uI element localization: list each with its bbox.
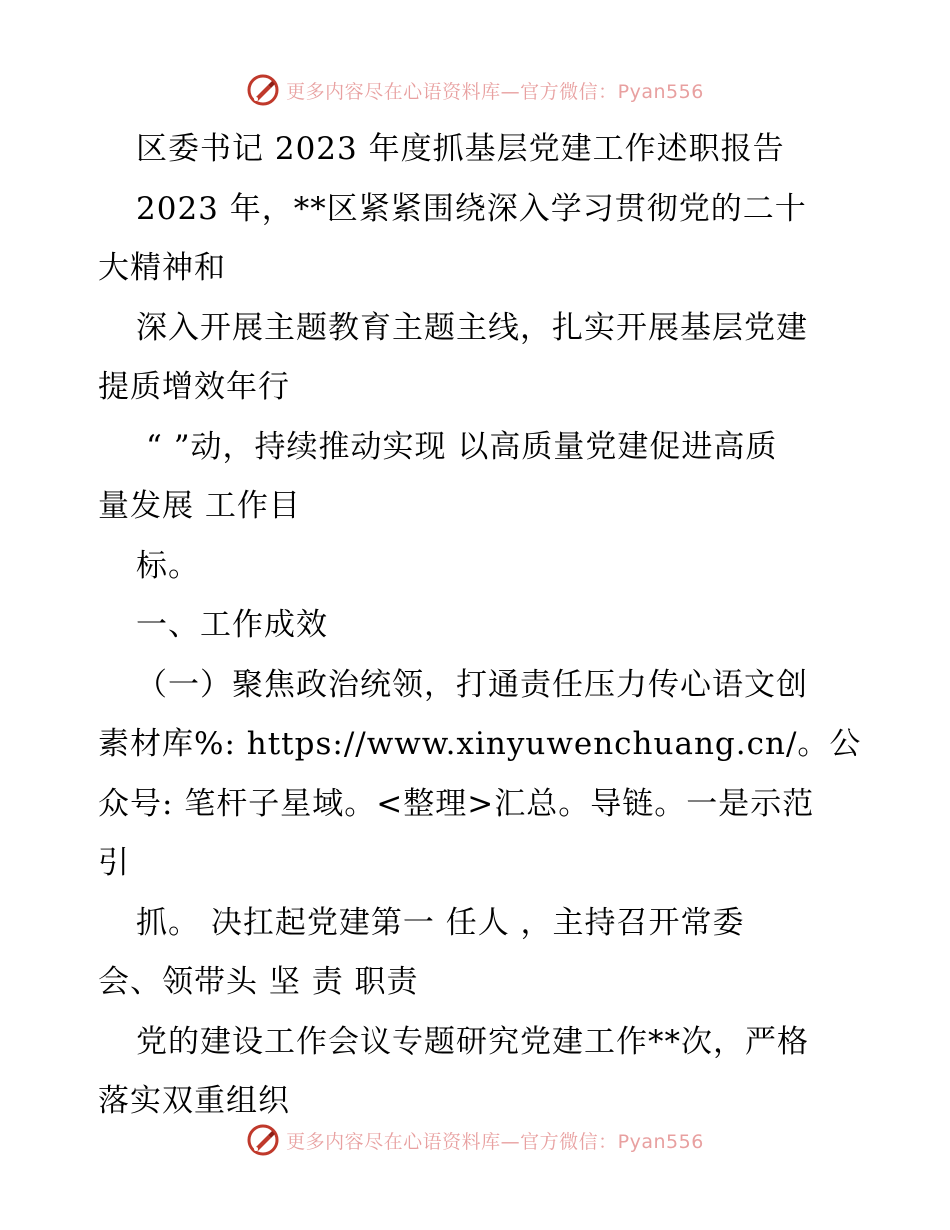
pen-logo-icon xyxy=(246,73,280,107)
footer-banner-inner xyxy=(246,1123,704,1157)
header-banner xyxy=(0,70,950,110)
paragraph-line: 素材库%: https://www.xinyuwenchuang.cn/。公 xyxy=(98,726,862,762)
paragraph-line: 量发展 工作目 xyxy=(98,488,301,524)
paragraph-line: 提质增效年行 xyxy=(98,369,290,405)
paragraph-line: 会、领带头 坚 责 职责 xyxy=(98,964,419,1000)
paragraph-line: 引 xyxy=(98,845,130,881)
paragraph-line: 大精神和 xyxy=(98,250,226,286)
paragraph-line: 2023 年，**区紧紧围绕深入学习贯彻党的二十 xyxy=(136,190,807,227)
footer-banner-text: 更多内容尽在心语资料库—官方微信：Pyan556 xyxy=(286,1130,704,1153)
document-title: 区委书记 2023 年度抓基层党建工作述职报告 xyxy=(136,131,785,167)
paragraph-line: 标。 xyxy=(136,547,200,584)
paragraph-line: 落实双重组织 xyxy=(98,1083,290,1119)
paragraph-line: “ ”动，持续推动实现 以高质量党建促进高质 xyxy=(146,428,778,465)
footer-banner xyxy=(0,1120,950,1160)
pen-logo-icon xyxy=(246,1123,280,1157)
paragraph-line: 众号: 笔杆子星域。<整理>汇总。导链。一是示范 xyxy=(98,785,815,822)
header-banner-text: 更多内容尽在心语资料库—官方微信：Pyan556 xyxy=(286,80,704,103)
section-heading: 一、工作成效 xyxy=(136,607,328,643)
paragraph-line: 抓。 决扛起党建第一 任人 ，主持召开常委 xyxy=(136,904,745,941)
header-banner-inner xyxy=(246,73,704,107)
paragraph-line: 深入开展主题教育主题主线，扎实开展基层党建 xyxy=(136,309,808,346)
subsection-heading: （一）聚焦政治统领，打通责任压力传心语文创 xyxy=(136,666,808,703)
paragraph-line: 党的建设工作会议专题研究党建工作**次，严格 xyxy=(136,1023,809,1060)
document-body xyxy=(98,120,862,1132)
